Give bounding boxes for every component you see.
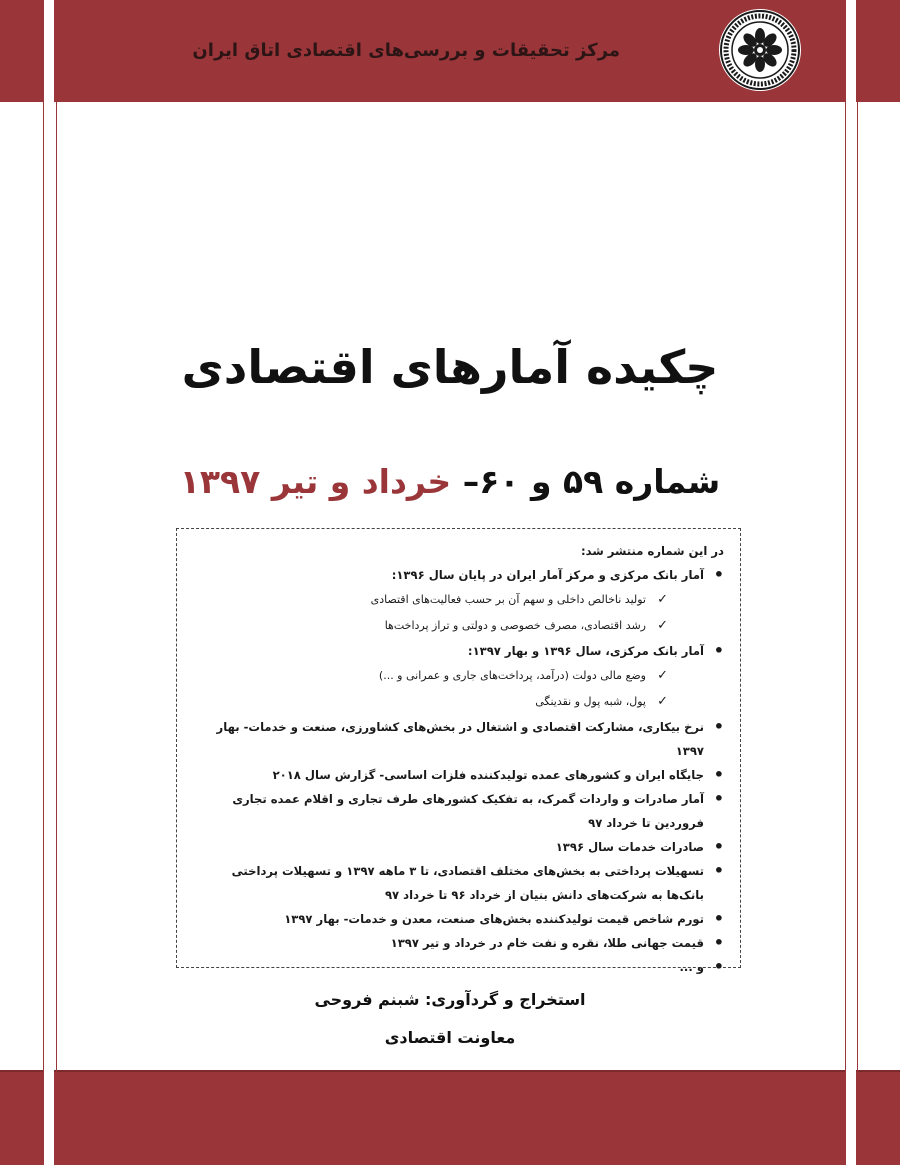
- footer-band: [0, 1070, 900, 1165]
- list-item: • آمار صادرات و واردات گمرک، به تفکیک کشورهای طرف تجاری و اقلام عمده تجاری فروردین تا خرداد ۹۷: [195, 787, 724, 835]
- contents-box: [176, 528, 741, 974]
- chamber-of-commerce-seal-icon: [718, 8, 802, 92]
- department-credit: معاونت اقتصادی: [384, 1028, 516, 1047]
- sub-list-item-text: رشد اقتصادی، مصرف خصوصی و دولتی و تراز پرداخت‌ها: [384, 619, 646, 632]
- sub-list: [195, 663, 704, 715]
- list-item: • تورم شاخص قیمت تولیدکننده بخش‌های صنعت، معدن و خدمات- بهار ۱۳۹۷: [195, 907, 724, 931]
- sub-list: [195, 587, 704, 639]
- checkmark-icon: ✓: [657, 618, 668, 633]
- list-item: • نرخ بیکاری، مشارکت اقتصادی و اشتغال در بخش‌های کشاورزی، صنعت و خدمات- بهار ۱۳۹۷: [195, 715, 724, 763]
- checkmark-icon: ✓: [657, 668, 668, 683]
- sub-list-item-text: تولید ناخالص داخلی و سهم آن بر حسب فعالیت‌های اقتصادی: [370, 593, 646, 606]
- sub-list-item: [195, 663, 668, 689]
- checkmark-icon: ✓: [657, 592, 668, 607]
- issue-number: شماره ۵۹ و ۶۰–: [462, 462, 721, 501]
- sub-list-item: [195, 587, 668, 613]
- list-item: • تسهیلات پرداختی به بخش‌های مختلف اقتصادی، تا ۳ ماهه ۱۳۹۷ و تسهیلات پرداختی بانک‌ها به شرکت‌های دانش بنیان از خرداد ۹۶ تا خرداد ۹۷: [195, 859, 724, 907]
- sub-list-item: [195, 613, 668, 639]
- contents-intro: در این شماره منتشر شد:: [581, 544, 724, 558]
- compiler-credit: استخراج و گردآوری: شبنم فروحی: [314, 990, 586, 1009]
- list-item: • صادرات خدمات سال ۱۳۹۶: [195, 835, 724, 859]
- list-item-text: آمار بانک مرکزی، سال ۱۳۹۶ و بهار ۱۳۹۷:: [467, 644, 704, 658]
- contents-list: [195, 563, 724, 979]
- list-item: • قیمت جهانی طلا، نقره و نفت خام در خرداد و تیر ۱۳۹۷: [195, 931, 724, 955]
- list-item: [195, 639, 724, 715]
- list-item: • و ...: [195, 955, 724, 979]
- checkmark-icon: ✓: [657, 694, 668, 709]
- sub-list-item-text: وضع مالی دولت (درآمد، پرداخت‌های جاری و عمرانی و ...): [378, 669, 646, 682]
- footer-band-accent: [0, 1070, 900, 1072]
- sub-list-item-text: پول، شبه پول و نقدینگی: [535, 695, 646, 708]
- organization-name: مرکز تحقیقات و بررسی‌های اقتصادی اتاق ایران: [192, 40, 620, 61]
- list-item-text: آمار بانک مرکزی و مرکز آمار ایران در پایان سال ۱۳۹۶:: [391, 568, 704, 582]
- issue-title: [0, 462, 900, 501]
- issue-date: خرداد و تیر ۱۳۹۷: [179, 462, 452, 501]
- sub-list-item: [195, 689, 668, 715]
- list-item: [195, 563, 724, 639]
- main-title: چکیده آمارهای اقتصادی: [181, 340, 719, 394]
- list-item: • جایگاه ایران و کشورهای عمده تولیدکننده فلزات اساسی- گزارش سال ۲۰۱۸: [195, 763, 724, 787]
